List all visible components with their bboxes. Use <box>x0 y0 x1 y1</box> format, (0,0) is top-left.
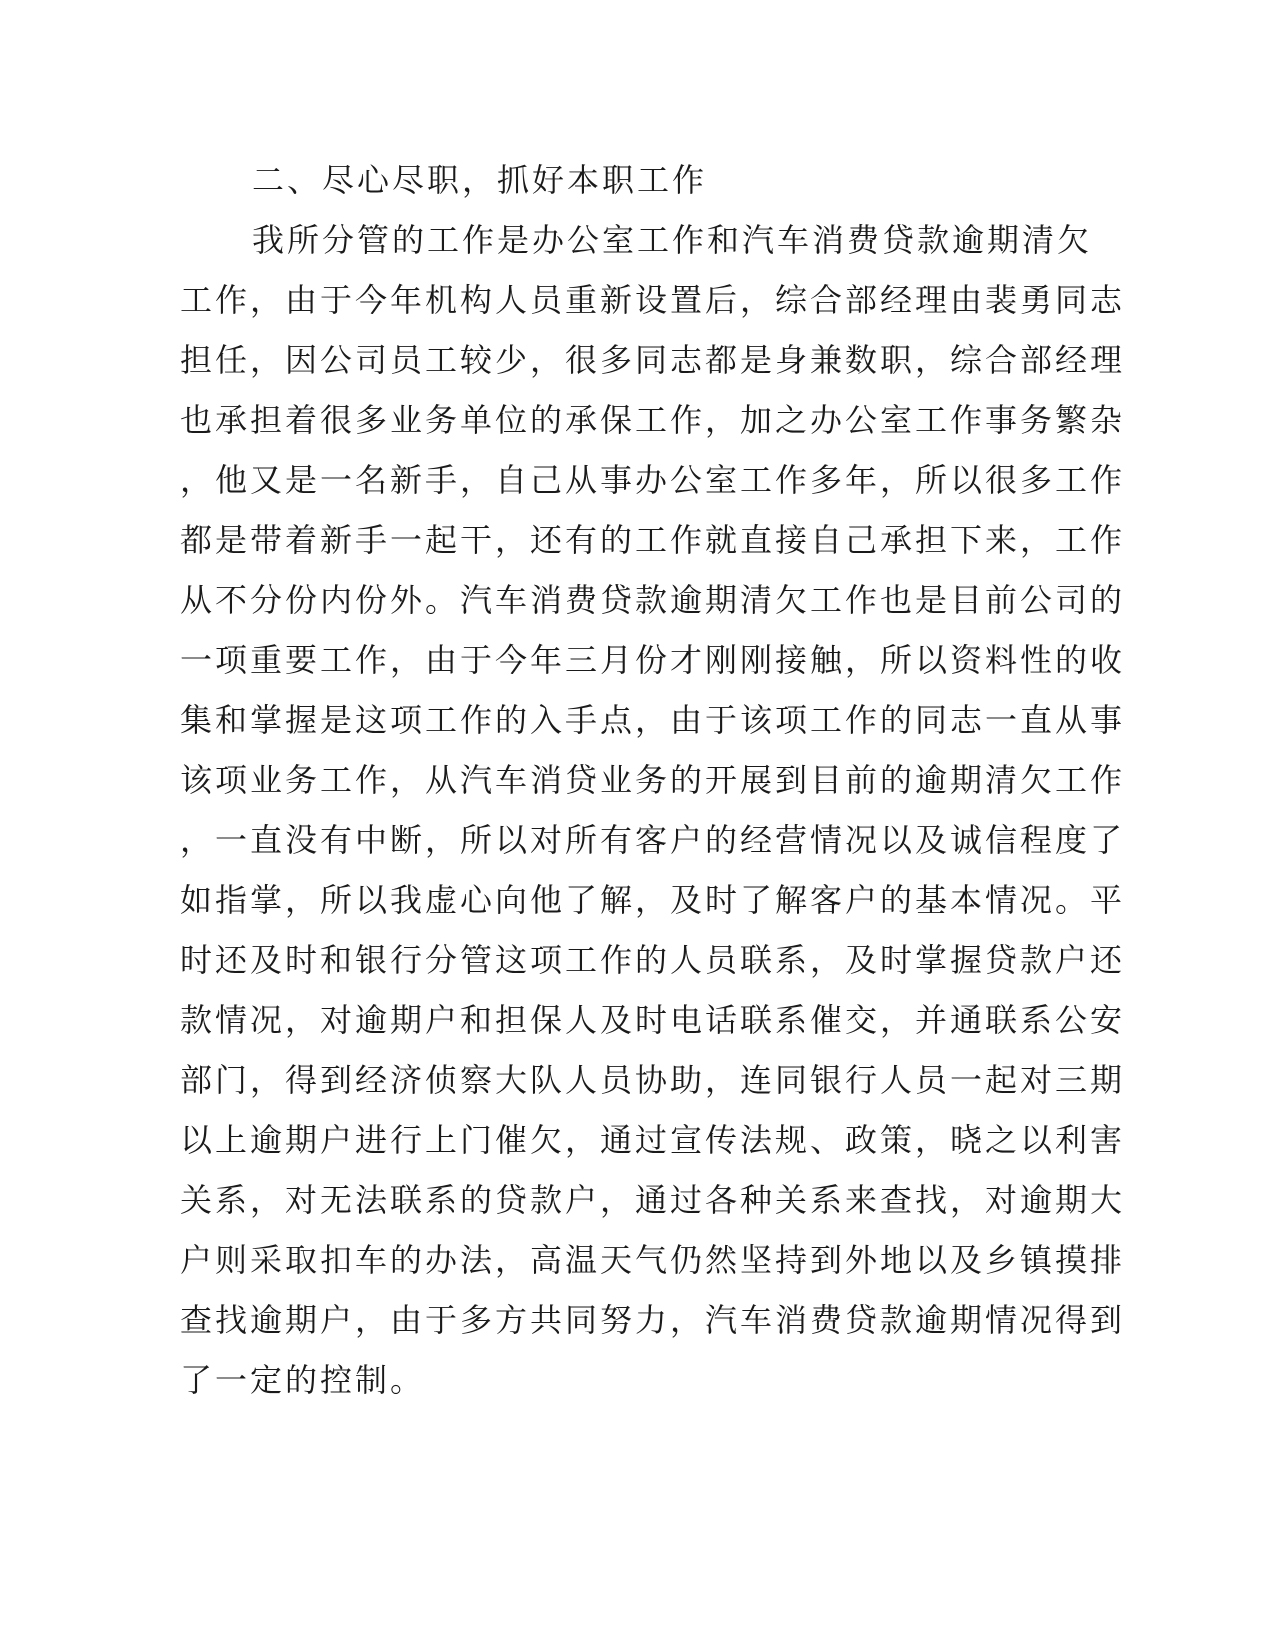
paragraph-line: ，他又是一名新手，自己从事办公室工作多年，所以很多工作 <box>180 461 1126 499</box>
paragraph-line: 也承担着很多业务单位的承保工作，加之办公室工作事务繁杂 <box>180 401 1126 439</box>
paragraph-line: 一项重要工作，由于今年三月份才刚刚接触，所以资料性的收 <box>180 641 1126 679</box>
paragraph-line: 工作，由于今年机构人员重新设置后，综合部经理由裴勇同志 <box>180 281 1126 319</box>
paragraph-line: 以上逾期户进行上门催欠，通过宣传法规、政策，晓之以利害 <box>180 1121 1126 1159</box>
paragraph-line: 户则采取扣车的办法，高温天气仍然坚持到外地以及乡镇摸排 <box>180 1241 1126 1279</box>
section-heading: 二、尽心尽职，抓好本职工作 <box>252 161 708 199</box>
paragraph-line: 我所分管的工作是办公室工作和汽车消费贷款逾期清欠 <box>252 221 1093 259</box>
paragraph-line: 如指掌，所以我虚心向他了解，及时了解客户的基本情况。平 <box>180 881 1126 919</box>
paragraph-line: 部门，得到经济侦察大队人员协助，连同银行人员一起对三期 <box>180 1061 1126 1099</box>
paragraph-line: 时还及时和银行分管这项工作的人员联系，及时掌握贷款户还 <box>180 941 1126 979</box>
document-body <box>180 150 1126 1410</box>
paragraph-line: 该项业务工作，从汽车消贷业务的开展到目前的逾期清欠工作 <box>180 761 1126 799</box>
paragraph-line: 款情况，对逾期户和担保人及时电话联系催交，并通联系公安 <box>180 1001 1126 1039</box>
paragraph-line: 从不分份内份外。汽车消费贷款逾期清欠工作也是目前公司的 <box>180 581 1126 619</box>
paragraph-line: 都是带着新手一起干，还有的工作就直接自己承担下来，工作 <box>180 521 1126 559</box>
paragraph-line: 担任，因公司员工较少，很多同志都是身兼数职，综合部经理 <box>180 341 1126 379</box>
paragraph-line: 集和掌握是这项工作的入手点，由于该项工作的同志一直从事 <box>180 701 1126 739</box>
paragraph-line: ，一直没有中断，所以对所有客户的经营情况以及诚信程度了 <box>180 821 1126 859</box>
paragraph-line: 查找逾期户，由于多方共同努力，汽车消费贷款逾期情况得到 <box>180 1301 1126 1339</box>
paragraph-line: 关系，对无法联系的贷款户，通过各种关系来查找，对逾期大 <box>180 1181 1126 1219</box>
paragraph-line: 了一定的控制。 <box>180 1361 426 1399</box>
paragraph <box>180 210 1126 1410</box>
